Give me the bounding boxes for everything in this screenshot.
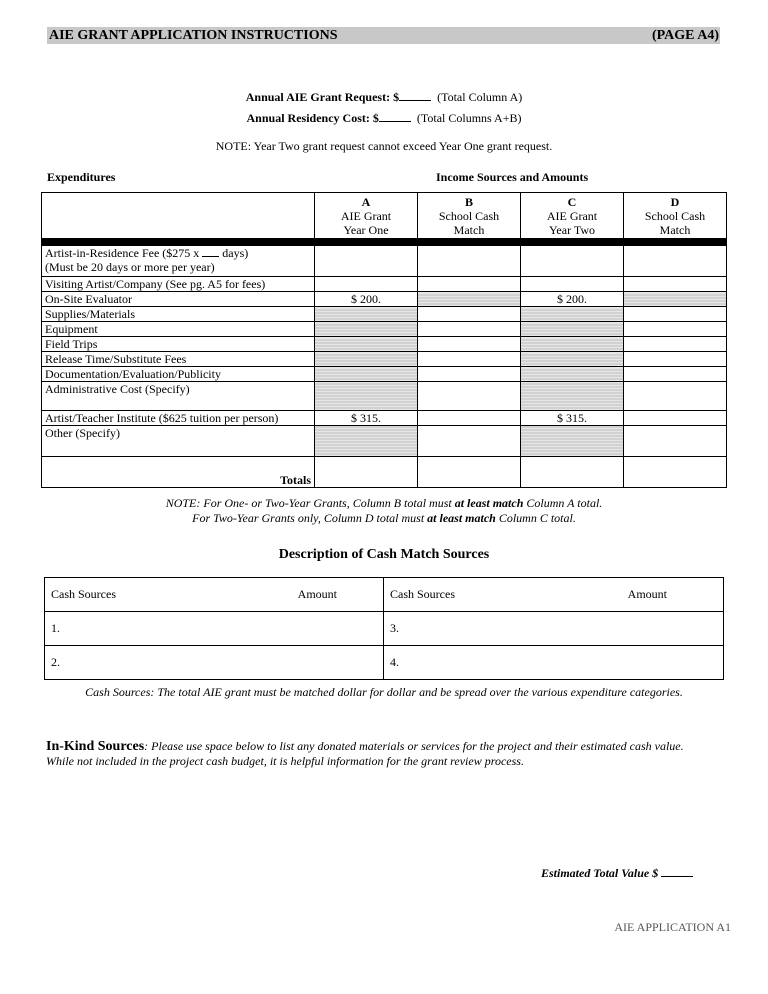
table-row: Equipment [42,322,727,337]
residency-cost-blank[interactable] [379,111,411,122]
column-b-note: NOTE: For One- or Two-Year Grants, Column B total must at least match Column A total. [165,496,603,510]
table-row: Documentation/Evaluation/Publicity [42,367,727,382]
table-row: Field Trips [42,337,727,352]
page-number: (PAGE A4) [651,28,719,43]
cash-match-title: Description of Cash Match Sources [278,547,490,562]
table-row: Release Time/Substitute Fees [42,352,727,367]
column-d-note: For Two-Year Grants only, Column D total must at least match Column C total. [192,511,576,525]
page-title: AIE GRANT APPLICATION INSTRUCTIONS [49,28,338,43]
in-kind-section: In-Kind Sources: Please use space below to list any donated materials or services for the project and their estimated cash value. [46,739,684,754]
column-c-header: C AIE Grant Year Two [521,193,624,239]
column-a-header: A AIE Grant Year One [315,193,418,239]
cash-source-1[interactable]: 1. [45,612,384,646]
table-row: Other (Specify) [42,426,727,457]
income-sources-heading: Income Sources and Amounts [436,170,589,184]
table-row: Artist/Teacher Institute ($625 tuition per person) $ 315. $ 315. [42,411,727,426]
table-row: Artist-in-Residence Fee ($275 x days) (Must be 20 days or more per year) [42,246,727,277]
column-b-header: B School Cash Match [418,193,521,239]
column-d-header: D School Cash Match [624,193,727,239]
footer-label: AIE APPLICATION A1 [614,920,731,934]
year-two-note: NOTE: Year Two grant request cannot exceed Year One grant request. [215,139,553,153]
header-divider [42,239,727,246]
cash-source-3[interactable]: 3. [384,612,724,646]
cash-source-2[interactable]: 2. [45,646,384,680]
grant-request-line: Annual AIE Grant Request: $ (Total Column A) [245,90,523,104]
cash-source-4[interactable]: 4. [384,646,724,680]
expenditures-heading: Expenditures [47,170,116,184]
table-row: Administrative Cost (Specify) [42,382,727,411]
expenditures-table [41,192,727,488]
estimated-total-line: Estimated Total Value $ [541,866,693,881]
cash-match-table: Cash Sources Amount Cash Sources Amount 1. 3. 2. 4. [44,577,724,680]
table-row: Supplies/Materials [42,307,727,322]
residency-cost-line: Annual Residency Cost: $ (Total Columns A+B) [246,111,522,125]
in-kind-text2: While not included in the project cash budget, it is helpful information for the grant review process. [46,754,524,768]
table-row: Visiting Artist/Company (See pg. A5 for fees) [42,277,727,292]
days-blank[interactable] [202,247,219,257]
cash-sources-note: Cash Sources: The total AIE grant must be matched dollar for dollar and be spread over the various expenditure categories. [85,685,683,699]
grant-request-blank[interactable] [399,90,431,101]
totals-row: Totals [42,457,727,488]
table-row: On-Site Evaluator $ 200. $ 200. [42,292,727,307]
estimated-total-blank[interactable] [661,866,693,877]
